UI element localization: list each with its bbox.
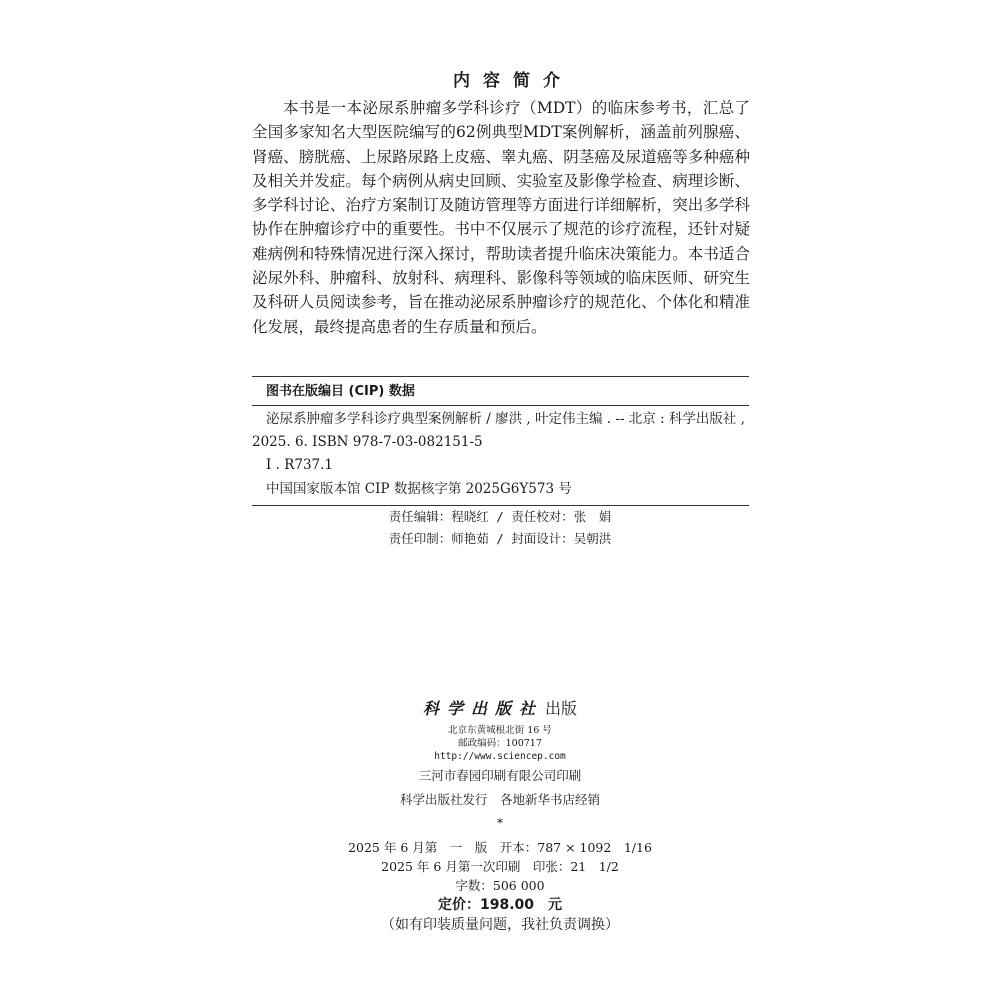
editors-block bbox=[0, 506, 1000, 550]
distribution: 科学出版社发行 各地新华书店经销 bbox=[399, 792, 600, 807]
word-count: 字数：506 000 bbox=[455, 878, 545, 893]
edition-info: 2025 年 6 月第 一 版 开本：787 × 1092 1/16 bbox=[348, 840, 652, 855]
cip-title: 图书在版编目 (CIP) 数据 bbox=[252, 377, 749, 406]
quality-note: （如有印装质量问题，我社负责调换） bbox=[381, 917, 619, 933]
editors-line-2: 责任印制：师艳茹 / 封面设计：吴朝洪 bbox=[388, 531, 612, 546]
publisher-name-line bbox=[0, 698, 1000, 720]
publisher-suffix: 出版 bbox=[545, 699, 578, 718]
printing-info: 2025 年 6 月第一次印刷 印张：21 1/2 bbox=[381, 859, 619, 874]
publisher-postcode: 邮政编码：100717 bbox=[458, 738, 542, 749]
separator-star: * bbox=[497, 816, 503, 830]
price: 定价：198.00 元 bbox=[437, 897, 563, 913]
intro-title: 内容简介 bbox=[453, 71, 573, 91]
publisher-address: 北京东黄城根北街 16 号 bbox=[448, 725, 552, 736]
publisher-logo-text: 科学出版社 bbox=[422, 699, 543, 718]
cip-entry: 泌尿系肿瘤多学科诊疗典型案例解析 / 廖洪 , 叶定伟主编 . -- 北京 : 科学出版社 , 2025. 6. ISBN 978-7-03-082151-5 bbox=[252, 411, 746, 450]
publisher-block bbox=[0, 698, 1000, 935]
cip-block bbox=[252, 376, 749, 506]
publisher-url: http://www.sciencep.com bbox=[434, 751, 566, 762]
cip-classification: Ⅰ . R737.1 bbox=[266, 457, 334, 473]
cip-verification: 中国国家版本馆 CIP 数据核字第 2025G6Y573 号 bbox=[266, 481, 572, 497]
printer: 三河市春园印刷有限公司印刷 bbox=[418, 768, 582, 783]
editors-line-1: 责任编辑：程晓红 / 责任校对：张 娟 bbox=[388, 509, 612, 524]
intro-body: 本书是一本泌尿系肿瘤多学科诊疗（MDT）的临床参考书，汇总了全国多家知名大型医院编写的62例典型MDT案例解析，涵盖前列腺癌、肾癌、膀胱癌、上尿路尿路上皮癌、睾丸癌、阴茎癌及尿道癌等多种癌种及相关并发症。每个病例从病史回顾、实验室及影像学检查、病理诊断、多学科讨论、治疗方案制订及随访管理等方面进行详细解析，突出多学科协作在肿瘤诊疗中的重要性。书中不仅展示了规范的诊疗流程，还针对疑难病例和特殊情况进行深入探讨，帮助读者提升临床决策能力。本书适合泌尿外科、肿瘤科、放射科、病理科、影像科等领域的临床医师、研究生及科研人员阅读参考，旨在推动泌尿系肿瘤诊疗的规范化、个体化和精准化发展，最终提高患者的生存质量和预后。 bbox=[252, 99, 750, 336]
